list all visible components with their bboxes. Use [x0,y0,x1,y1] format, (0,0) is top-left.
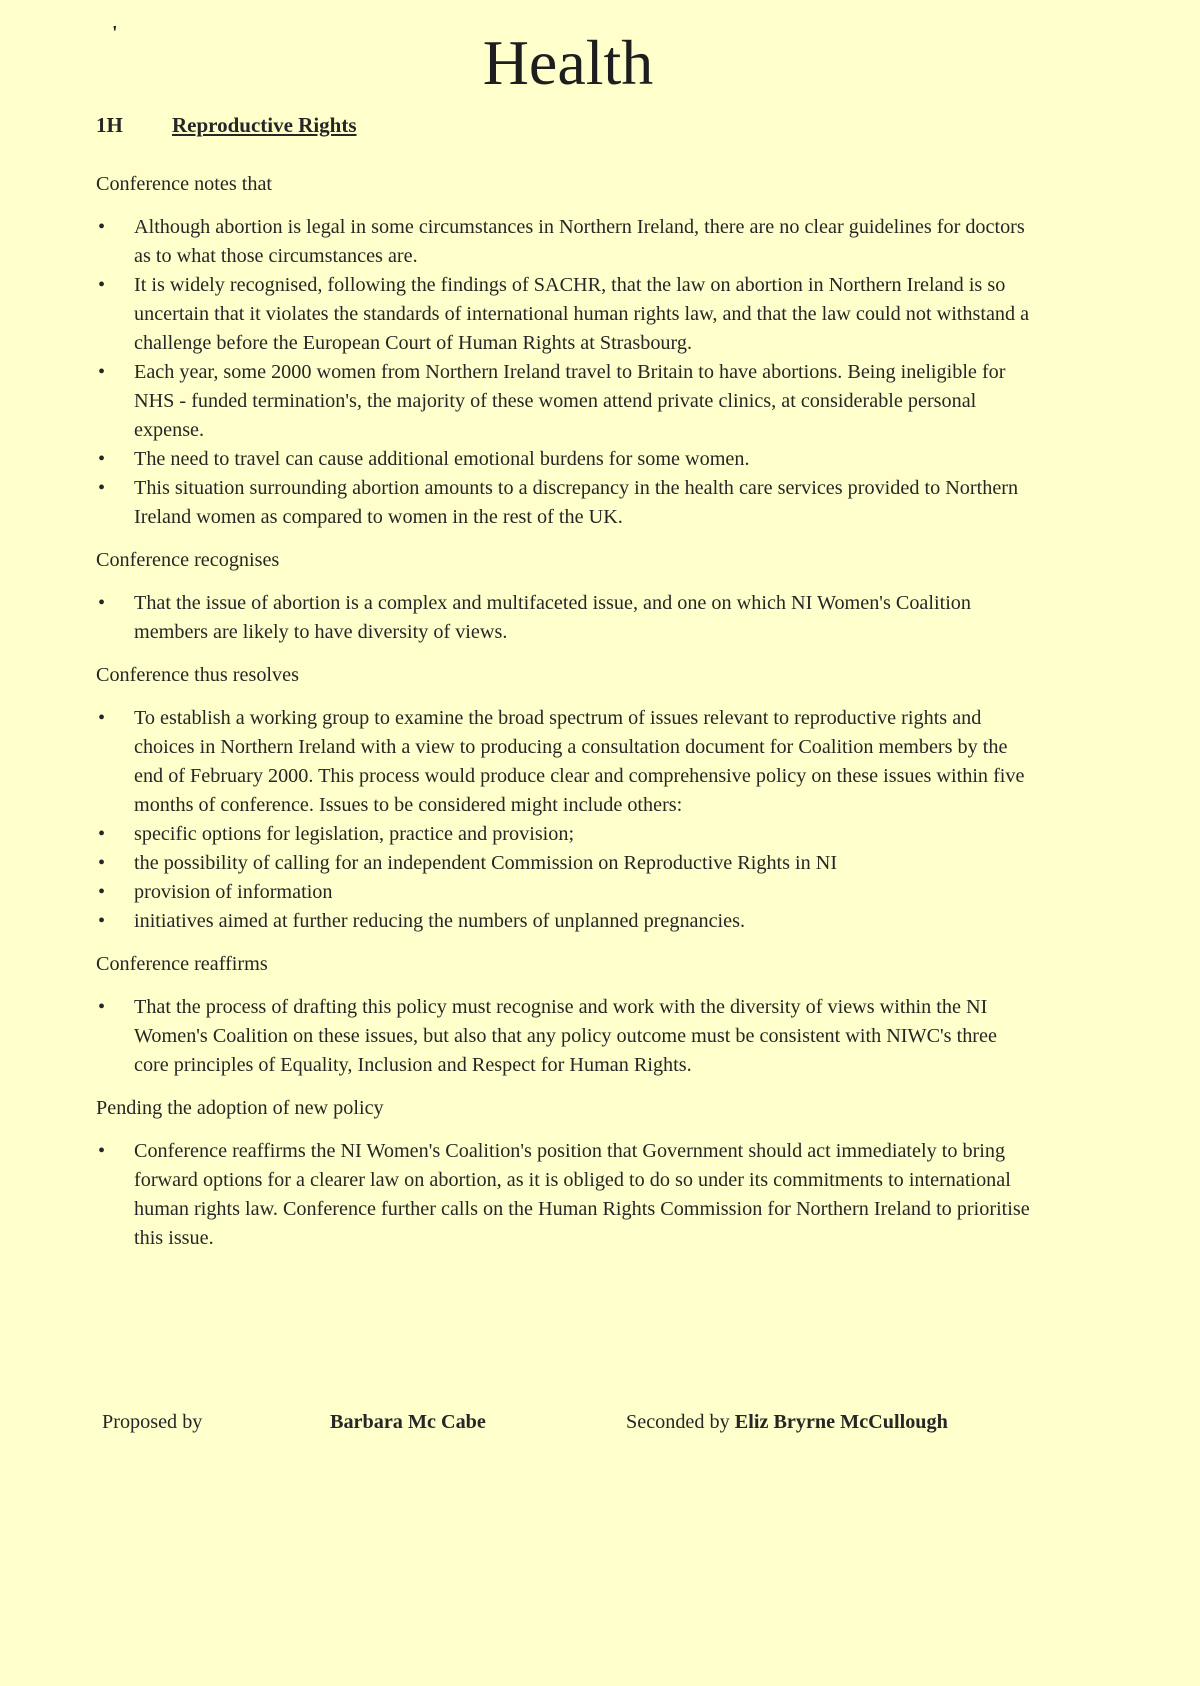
list-item-text: It is widely recognised, following the findings of SACHR, that the law on abortion in Northern Ireland is so uncertain that it violates the standards of international human rights law, and that the law could not withstand a challenge before the European Court of Human Rights at Strasbourg. [134,274,1030,354]
section-title: Reproductive Rights [172,113,357,137]
page-title: Health [482,27,654,98]
bullet-icon: • [98,592,106,614]
list-item [96,1137,1036,1253]
pending-list [96,1137,1036,1253]
signature-line [102,1411,1062,1434]
resolves-list [96,704,1036,936]
notes-list [96,213,1036,532]
bullet-icon: • [98,881,106,903]
list-item [96,213,1036,271]
bullet-icon: • [98,448,106,470]
corner-mark: ' [112,22,118,44]
list-item-text: provision of information [134,881,333,903]
reaffirms-intro: Conference reaffirms [96,953,268,975]
list-item [96,993,1036,1080]
list-item [96,271,1036,358]
recognises-intro: Conference recognises [96,549,280,571]
bullet-icon: • [98,477,106,499]
list-item-text: the possibility of calling for an independent Commission on Reproductive Rights in NI [134,852,838,874]
seconded-by-label: Seconded by [626,1411,730,1433]
proposed-by-label: Proposed by [102,1411,203,1433]
list-item-text: To establish a working group to examine the broad spectrum of issues relevant to reproductive rights and choices in Northern Ireland with a view to producing a consultation document for Coalition members by the end of February 2000. This process would produce clear and comprehensive policy on these issues within five months of conference. Issues to be considered might include others: [134,707,1025,816]
motion-body [96,170,1036,1267]
list-item-text: Each year, some 2000 women from Northern Ireland travel to Britain to have abortions. Being ineligible for NHS - funded termination's, the majority of these women attend private clinics, at considerable personal expense. [134,361,1006,441]
section-heading [96,113,357,138]
pending-intro: Pending the adoption of new policy [96,1097,384,1119]
list-item [96,589,1036,647]
bullet-icon: • [98,852,106,874]
bullet-icon: • [98,996,106,1018]
bullet-icon: • [98,216,106,238]
list-item-text: That the issue of abortion is a complex and multifaceted issue, and one on which NI Women's Coalition members are likely to have diversity of views. [134,592,971,643]
list-item-text: Although abortion is legal in some circumstances in Northern Ireland, there are no clear guidelines for doctors as to what those circumstances are. [134,216,1025,267]
list-item-text: specific options for legislation, practice and provision; [134,823,575,845]
list-item [96,849,1036,878]
bullet-icon: • [98,823,106,845]
list-item-text: initiatives aimed at further reducing the numbers of unplanned pregnancies. [134,910,746,932]
section-number: 1H [96,113,123,137]
list-item-text: This situation surrounding abortion amounts to a discrepancy in the health care services provided to Northern Ireland women as compared to women in the rest of the UK. [134,477,1019,528]
list-item [96,820,1036,849]
list-item [96,474,1036,532]
list-item [96,358,1036,445]
bullet-icon: • [98,707,106,729]
list-item [96,878,1036,907]
seconder-name: Eliz Bryrne McCullough [734,1411,948,1433]
bullet-icon: • [98,1140,106,1162]
list-item-text: Conference reaffirms the NI Women's Coalition's position that Government should act immediately to bring forward options for a clearer law on abortion, as it is obliged to do so under its commitments to international human rights law. Conference further calls on the Human Rights Commission for Northern Ireland to prioritise this issue. [134,1140,1030,1249]
list-item [96,445,1036,474]
list-item [96,704,1036,820]
bullet-icon: • [98,910,106,932]
bullet-icon: • [98,274,106,296]
proposer-name: Barbara Mc Cabe [330,1411,486,1433]
reaffirms-list [96,993,1036,1080]
bullet-icon: • [98,361,106,383]
notes-intro: Conference notes that [96,173,273,195]
list-item [96,907,1036,936]
list-item-text: That the process of drafting this policy must recognise and work with the diversity of views within the NI Women's Coalition on these issues, but also that any policy outcome must be consistent with NIWC's three core principles of Equality, Inclusion and Respect for Human Rights. [134,996,997,1076]
resolves-intro: Conference thus resolves [96,664,299,686]
list-item-text: The need to travel can cause additional emotional burdens for some women. [134,448,750,470]
recognises-list [96,589,1036,647]
